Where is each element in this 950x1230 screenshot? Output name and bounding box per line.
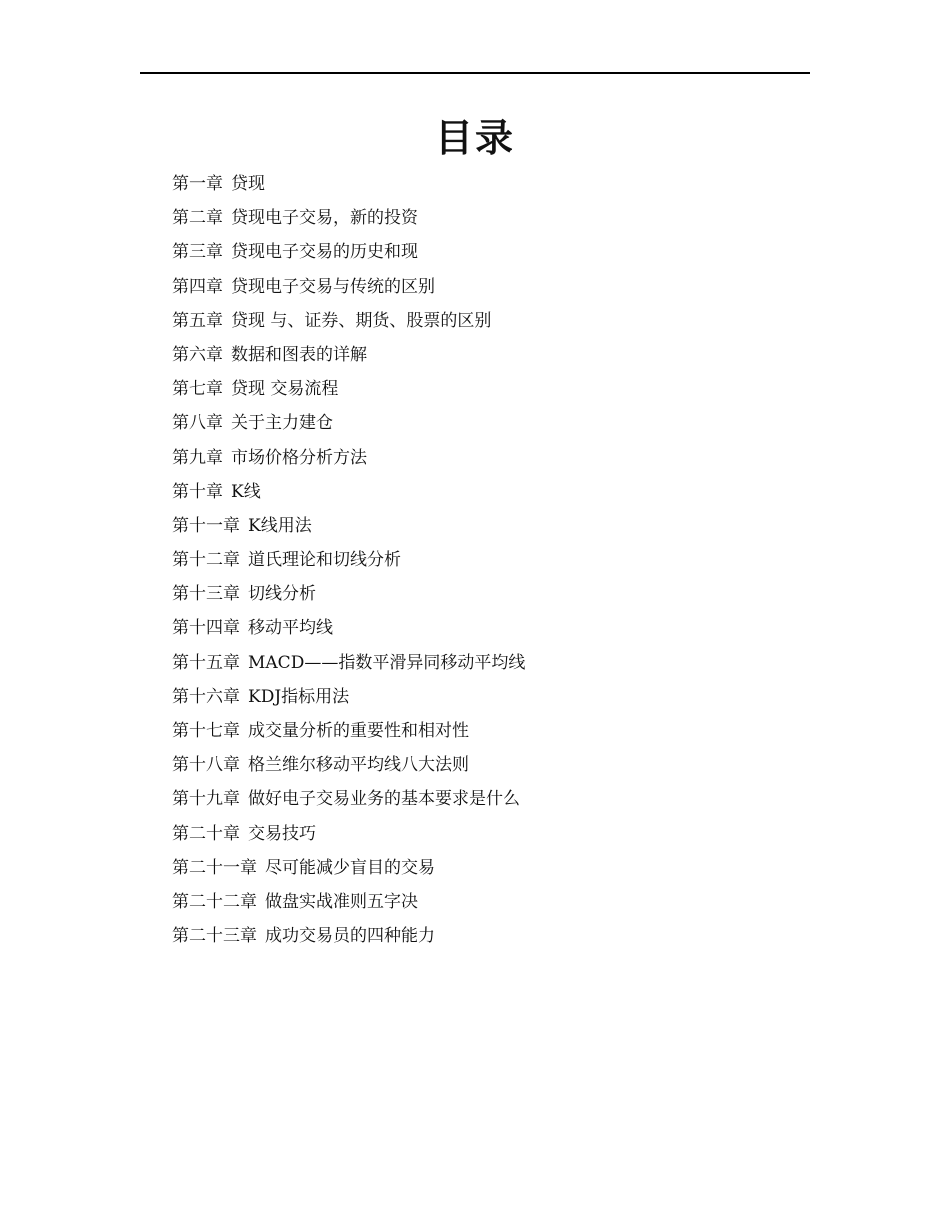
table-of-contents — [172, 170, 525, 956]
toc-chapter-title: 成功交易员的四种能力 — [265, 926, 435, 947]
page-title: 目录 — [434, 116, 515, 160]
toc-item — [172, 170, 525, 204]
toc-item — [172, 375, 525, 409]
toc-chapter-title: 市场价格分析方法 — [231, 447, 367, 468]
toc-item — [172, 512, 525, 546]
toc-chapter-number: 第二十一章 — [172, 857, 257, 878]
toc-chapter-title: MACD——指数平滑异同移动平均线 — [248, 652, 526, 673]
toc-chapter-number: 第十六章 — [172, 686, 240, 707]
toc-chapter-number: 第十一章 — [172, 515, 240, 536]
toc-chapter-title: K线 — [231, 481, 261, 502]
toc-chapter-number: 第十章 — [172, 481, 223, 502]
toc-item — [172, 683, 525, 717]
toc-item — [172, 820, 525, 854]
toc-chapter-number: 第十四章 — [172, 618, 240, 639]
toc-item — [172, 478, 525, 512]
toc-chapter-title: 贷现 与、证券、期货、股票的区别 — [231, 310, 492, 331]
toc-chapter-title: 贷现电子交易，新的投资 — [231, 208, 418, 229]
toc-item — [172, 717, 525, 751]
toc-chapter-number: 第五章 — [172, 310, 223, 331]
toc-chapter-number: 第二十二章 — [172, 891, 257, 912]
toc-item — [172, 785, 525, 819]
toc-chapter-number: 第七章 — [172, 379, 223, 400]
toc-chapter-number: 第一章 — [172, 174, 223, 194]
toc-chapter-title: 交易技巧 — [248, 823, 316, 844]
toc-item — [172, 922, 525, 956]
toc-chapter-title: 移动平均线 — [248, 618, 333, 639]
toc-chapter-title: 关于主力建仓 — [231, 413, 333, 434]
toc-chapter-title: 贷现 交易流程 — [231, 379, 339, 400]
toc-chapter-number: 第二十章 — [172, 823, 240, 844]
toc-item — [172, 307, 525, 341]
toc-chapter-title: 做盘实战准则五字决 — [265, 891, 418, 912]
toc-chapter-title: 贷现 — [231, 174, 265, 194]
toc-chapter-number: 第十九章 — [172, 789, 240, 810]
toc-item — [172, 238, 525, 272]
toc-item — [172, 204, 525, 238]
toc-chapter-title: KDJ指标用法 — [248, 686, 350, 707]
toc-chapter-title: 成交量分析的重要性和相对性 — [248, 721, 469, 741]
toc-item — [172, 409, 525, 443]
toc-item — [172, 751, 525, 785]
toc-chapter-number: 第二章 — [172, 208, 223, 229]
toc-chapter-number: 第十七章 — [172, 721, 240, 741]
toc-item — [172, 341, 525, 375]
toc-item — [172, 580, 525, 614]
toc-chapter-number: 第六章 — [172, 344, 223, 365]
toc-chapter-number: 第十三章 — [172, 584, 240, 605]
toc-item — [172, 444, 525, 478]
toc-chapter-title: 尽可能减少盲目的交易 — [265, 857, 435, 878]
toc-item — [172, 854, 525, 888]
toc-item — [172, 614, 525, 648]
toc-chapter-number: 第三章 — [172, 242, 223, 263]
toc-chapter-title: 数据和图表的详解 — [231, 344, 367, 365]
toc-chapter-number: 第十五章 — [172, 652, 240, 673]
toc-chapter-title: 贷现电子交易的历史和现 — [231, 242, 418, 263]
toc-chapter-title: 贷现电子交易与传统的区别 — [231, 276, 435, 297]
toc-item — [172, 546, 525, 580]
toc-chapter-title: 道氏理论和切线分析 — [248, 550, 401, 571]
header-rule — [140, 72, 810, 74]
toc-chapter-number: 第四章 — [172, 276, 223, 297]
toc-chapter-number: 第二十三章 — [172, 926, 257, 947]
toc-chapter-number: 第十二章 — [172, 550, 240, 571]
toc-chapter-title: 做好电子交易业务的基本要求是什么 — [248, 789, 520, 810]
toc-chapter-title: 格兰维尔移动平均线八大法则 — [248, 755, 469, 776]
toc-item — [172, 649, 525, 683]
toc-chapter-number: 第八章 — [172, 413, 223, 434]
toc-item — [172, 888, 525, 922]
toc-chapter-number: 第九章 — [172, 447, 223, 468]
toc-chapter-number: 第十八章 — [172, 755, 240, 776]
toc-chapter-title: 切线分析 — [248, 584, 316, 605]
toc-item — [172, 273, 525, 307]
toc-chapter-title: K线用法 — [248, 515, 312, 536]
